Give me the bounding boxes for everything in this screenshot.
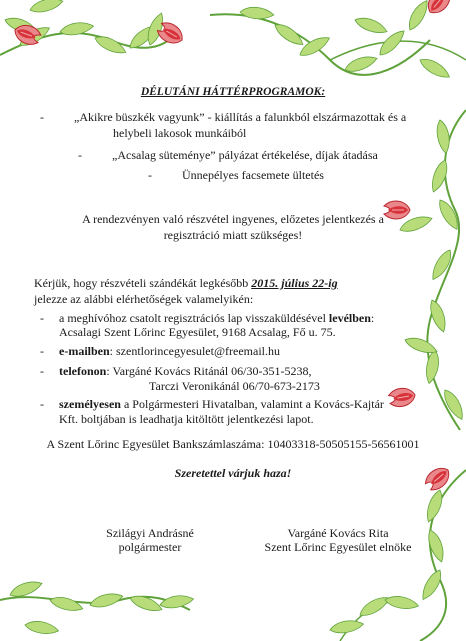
contact-method: telefonon (59, 364, 107, 378)
phone-number: : Vargáné Kovács Ritánál 06/30-351-5238, (106, 364, 312, 378)
bullet-marker: - (40, 364, 44, 378)
registration-request-cont: jelezze az alábbi elérhetőségek valamelyikén: (34, 292, 254, 306)
dash-marker: - (148, 168, 152, 182)
participation-note-cont: regisztráció miatt szükséges! (163, 228, 303, 242)
email-address: : szentlorincegyesulet@freemail.hu (109, 344, 280, 358)
tulip-flower (423, 0, 453, 18)
bottom-right-vine (329, 470, 466, 641)
contact-method: e-mailben (59, 344, 110, 358)
request-text: Kérjük, hogy részvételi szándékát legkésőbb (34, 276, 252, 290)
page-heading: DÉLUTÁNI HÁTTÉRPROGRAMOK: (140, 86, 326, 98)
bottom-left-vine (0, 578, 194, 636)
program-item-text: „Acsalag süteménye” pályázat értékelése, díjak átadása (112, 148, 378, 162)
top-right-vine (210, 0, 466, 82)
program-item-tree-planting (148, 168, 324, 182)
welcome-message: Szeretettel várjuk haza! (174, 466, 292, 480)
participation-note: A rendezvényen való részvétel ingyenes, előzetes jelentkezés a (82, 212, 384, 226)
bullet-marker: - (40, 311, 44, 325)
program-item-exhibition (40, 110, 406, 124)
contact-by-mail (40, 311, 374, 325)
contact-method: levélben (328, 311, 371, 325)
signer-title: Szent Lőrinc Egyesület elnöke (264, 540, 412, 554)
bank-account: A Szent Lőrinc Egyesület Bankszámlaszáma: 10403318-50505155-56561001 (46, 437, 420, 451)
mail-address: Acsalagi Szent Lőrinc Egyesület, 9168 Acsalag, Fő u. 75. (59, 325, 336, 339)
bullet-marker: - (40, 344, 44, 358)
program-item-exhibition-cont: helybeli lakosok munkáiból (113, 126, 247, 140)
signer-title: polgármester (118, 540, 182, 554)
contact-by-phone (40, 364, 312, 378)
contact-method: személyesen (59, 397, 121, 411)
program-item-cake-contest (78, 148, 378, 162)
tulip-flower (388, 386, 417, 408)
contact-text: : (370, 311, 375, 325)
signature-president (238, 526, 438, 554)
dash-marker: - (40, 110, 44, 124)
contact-text: a meghívóhoz csatolt regisztrációs lap visszaküldésével (59, 311, 329, 325)
deadline-date: 2015. július 22-ig (251, 276, 338, 290)
phone-number-alt: Tarczi Veronikánál 06/70-673-2173 (149, 379, 320, 393)
bullet-marker: - (40, 397, 44, 411)
program-item-text: „Akikre büszkék vagyunk” - kiállítás a falunkból elszármazottak és a (74, 110, 407, 124)
right-vine (398, 110, 466, 430)
contact-text: a Polgármesteri Hivatalban, valamint a Kovács-Kajtár (120, 397, 384, 411)
signature-mayor (80, 526, 220, 554)
signer-name: Szilágyi Andrásné (106, 526, 194, 540)
registration-request (34, 276, 338, 290)
contact-in-person (40, 397, 384, 411)
dash-marker: - (78, 148, 82, 162)
contact-by-email (40, 344, 280, 358)
contact-in-person-cont: Kft. boltjában is leadhatja kitöltött jelentkezési lapot. (59, 412, 314, 426)
signer-name: Vargáné Kovács Rita (287, 526, 389, 540)
program-item-text: Ünnepélyes facsemete ültetés (182, 168, 324, 182)
